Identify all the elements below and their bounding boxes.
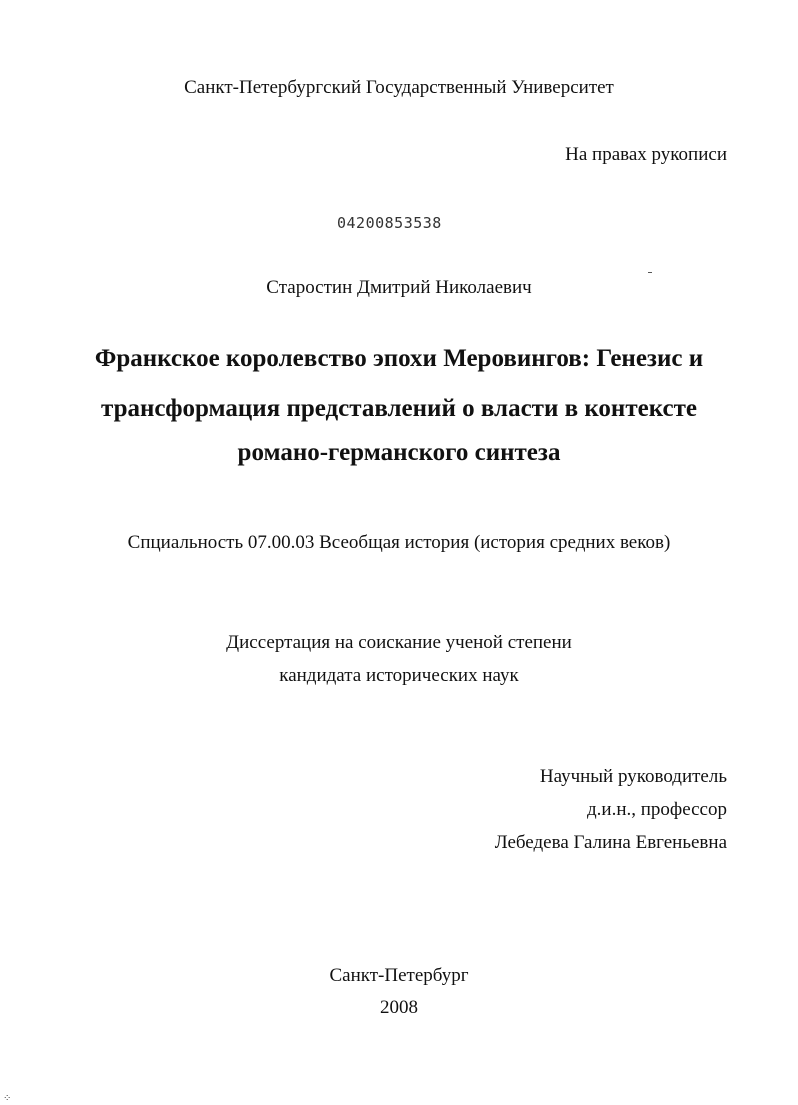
manuscript-rights-note: На правах рукописи: [565, 144, 727, 165]
title-line-1: Франкское королевство эпохи Меровингов: Генезис и: [94, 345, 704, 372]
supervisor-name: Лебедева Галина Евгеньевна: [494, 832, 727, 853]
degree-line-1: Диссертация на соискание ученой степени: [226, 632, 572, 653]
supervisor-label: Научный руководитель: [539, 766, 727, 787]
scan-corner-mark-icon: ⁘: [3, 1093, 12, 1104]
year: 2008: [380, 997, 418, 1018]
city: Санкт-Петербург: [329, 965, 469, 986]
specialty: Спциальность 07.00.03 Всеобщая история (история средних веков): [127, 532, 671, 553]
author-name: Старостин Дмитрий Николаевич: [266, 277, 532, 298]
supervisor-degree: д.и.н., профессор: [586, 799, 727, 820]
university-name: Санкт-Петербургский Государственный Университет: [184, 77, 614, 98]
title-line-3: романо-германского синтеза: [237, 439, 561, 466]
scan-speck: [648, 272, 652, 273]
library-code: 04200853538: [337, 214, 442, 232]
degree-line-2: кандидата исторических наук: [279, 665, 519, 686]
title-line-2: трансформация представлений о власти в контексте: [101, 395, 697, 422]
